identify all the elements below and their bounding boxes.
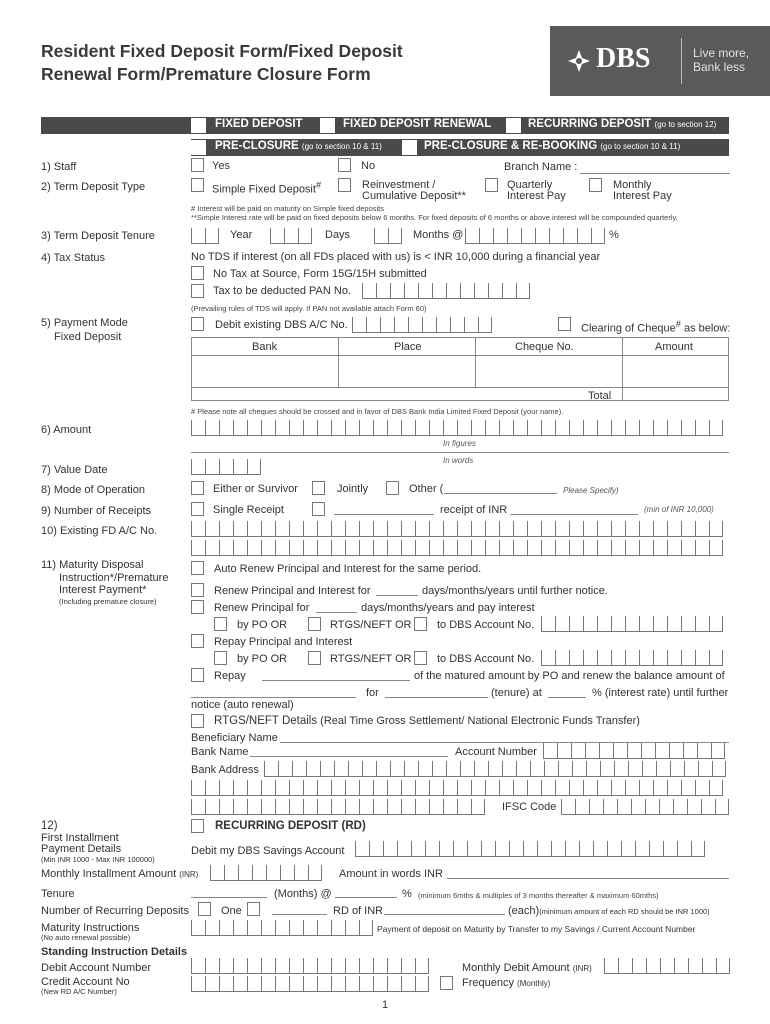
col-cheque-no: Cheque No. bbox=[515, 341, 574, 353]
maturity-text: Payment of deposit on Maturity by Transfer to my Savings / Current Account Number bbox=[377, 924, 696, 934]
months-at-label: (Months) @ bbox=[274, 888, 332, 900]
bank-address-row1[interactable] bbox=[264, 761, 726, 777]
either-survivor-label: Either or Survivor bbox=[213, 483, 298, 495]
repay-amount-field[interactable] bbox=[262, 680, 410, 681]
col-amount: Amount bbox=[655, 341, 693, 353]
year-input[interactable] bbox=[191, 228, 219, 244]
logo-separator bbox=[681, 38, 682, 84]
renew-pi-label: Renew Principal and Interest for bbox=[214, 585, 371, 597]
tax-status-label: 4) Tax Status bbox=[41, 252, 105, 264]
staff-no-checkbox[interactable] bbox=[338, 158, 351, 172]
dbs-logo-banner bbox=[550, 26, 770, 96]
single-receipt-label: Single Receipt bbox=[213, 504, 284, 516]
account-number-label: Account Number bbox=[455, 746, 537, 758]
either-survivor-checkbox[interactable] bbox=[191, 481, 204, 495]
renew-to-dbs-label: to DBS Account No. bbox=[437, 619, 535, 631]
account-number-input[interactable] bbox=[543, 743, 725, 759]
renew-principal-end-label: days/months/years and pay interest bbox=[361, 602, 535, 614]
monthly-debit-input[interactable] bbox=[604, 958, 730, 974]
staff-no-label: No bbox=[361, 160, 376, 172]
cheque-table-divider-2 bbox=[475, 337, 476, 387]
renew-principal-period-field[interactable] bbox=[316, 612, 357, 613]
standing-instruction-heading: Standing Instruction Details bbox=[41, 946, 188, 958]
in-words-caption: In words bbox=[443, 456, 474, 465]
form-title bbox=[41, 40, 403, 86]
pre-closure-checkbox[interactable] bbox=[191, 140, 206, 155]
receipt-count-field[interactable] bbox=[334, 514, 434, 515]
dbs-logo-text: DBS bbox=[596, 43, 651, 74]
amount-words-inr-field[interactable] bbox=[447, 878, 729, 879]
repay-end-label: of the matured amount by PO and renew the balance amount of bbox=[414, 670, 725, 682]
rd-checkbox[interactable] bbox=[191, 819, 204, 833]
renew-dbs-account-input[interactable] bbox=[541, 616, 723, 632]
debit-dbs-label: Debit existing DBS A/C No. bbox=[215, 319, 348, 331]
bank-address-row3[interactable] bbox=[191, 799, 485, 815]
rd-tenure-field[interactable] bbox=[191, 897, 267, 898]
renew-pi-checkbox[interactable] bbox=[191, 583, 204, 597]
jointly-label: Jointly bbox=[337, 483, 369, 495]
rtgs-details-checkbox[interactable] bbox=[191, 714, 204, 728]
clearing-cheque-checkbox[interactable] bbox=[558, 317, 571, 331]
fd-renewal-checkbox[interactable] bbox=[320, 118, 335, 133]
total-label: Total bbox=[588, 390, 612, 402]
bank-name-field[interactable] bbox=[250, 756, 448, 757]
multiple-rd-checkbox[interactable] bbox=[247, 902, 260, 916]
renew-rtgs-label: RTGS/NEFT OR bbox=[330, 619, 412, 631]
rd-rate-field[interactable] bbox=[335, 897, 397, 898]
renew-pi-period-field[interactable] bbox=[376, 595, 418, 596]
no-tax-checkbox[interactable] bbox=[191, 266, 204, 280]
each-label: (each)(minimum amount of each RD should be INR 1000) bbox=[508, 905, 710, 917]
tagline bbox=[693, 46, 749, 74]
single-receipt-checkbox[interactable] bbox=[191, 502, 204, 516]
form-title-line1: Resident Fixed Deposit Form/Fixed Deposit bbox=[41, 41, 403, 61]
credit-account-label: Credit Account No (New RD A/C Number) bbox=[41, 976, 130, 996]
tax-deducted-label: Tax to be deducted PAN No. bbox=[213, 285, 351, 297]
repay-label: Repay bbox=[214, 670, 246, 682]
repay-by-po-checkbox[interactable] bbox=[214, 651, 227, 665]
staff-label: 1) Staff bbox=[41, 161, 77, 173]
cheque-table-divider-3 bbox=[622, 337, 623, 401]
balance-amount-field[interactable] bbox=[191, 697, 356, 698]
quarterly-label: Quarterly Interest Pay bbox=[507, 179, 566, 202]
interest-rate-note: **Simple Interest rate will be paid on fixed deposits below 6 months. For fixed deposits of 6 months or above interest will be compounded quarterly. bbox=[191, 213, 678, 222]
multiple-receipt-checkbox[interactable] bbox=[312, 502, 325, 516]
existing-fd-input-row2[interactable] bbox=[191, 540, 723, 556]
pan-input[interactable] bbox=[362, 283, 530, 299]
ifsc-code-label: IFSC Code bbox=[502, 801, 557, 813]
renew-principal-label: Renew Principal for bbox=[214, 602, 310, 614]
cheque-table-header-rule bbox=[191, 355, 729, 356]
repay-by-po-label: by PO OR bbox=[237, 653, 288, 665]
existing-fd-label: 10) Existing FD A/C No. bbox=[41, 525, 158, 537]
value-date-input[interactable] bbox=[191, 459, 261, 475]
pre-closure-rebooking-checkbox[interactable] bbox=[402, 140, 417, 155]
jointly-checkbox[interactable] bbox=[312, 481, 325, 495]
maturity-disposal-label: 11) Maturity Disposal Instruction*/Premature Interest Payment* (Including premature closure) bbox=[41, 559, 169, 606]
monthly-checkbox[interactable] bbox=[589, 178, 602, 192]
repay-dbs-account-input[interactable] bbox=[541, 650, 723, 666]
existing-fd-input-row1[interactable] bbox=[191, 521, 723, 537]
monthly-installment-label: Monthly Installment Amount (INR) bbox=[41, 868, 199, 880]
staff-yes-label: Yes bbox=[212, 160, 230, 172]
bank-address-row2[interactable] bbox=[191, 780, 723, 796]
tenure-label: 3) Term Deposit Tenure bbox=[41, 230, 155, 242]
fixed-deposit-checkbox[interactable] bbox=[191, 118, 206, 133]
year-label: Year bbox=[230, 229, 253, 241]
fixed-deposit-label: FIXED DEPOSIT bbox=[215, 118, 303, 130]
bank-address-label: Bank Address bbox=[191, 764, 259, 776]
number-of-receipts-label: 9) Number of Receipts bbox=[41, 505, 152, 517]
debit-savings-label: Debit my DBS Savings Account bbox=[191, 845, 345, 857]
tax-deducted-checkbox[interactable] bbox=[191, 284, 204, 298]
staff-yes-checkbox[interactable] bbox=[191, 158, 204, 172]
maturity-account-input[interactable] bbox=[191, 920, 373, 936]
one-rd-checkbox[interactable] bbox=[198, 902, 211, 916]
fd-renewal-label: FIXED DEPOSIT RENEWAL bbox=[343, 118, 492, 130]
debit-account-number-input[interactable] bbox=[191, 958, 429, 974]
renew-by-po-label: by PO OR bbox=[237, 619, 288, 631]
rd-percent-label: % bbox=[402, 888, 412, 900]
other-label: Other ( bbox=[409, 483, 444, 495]
interest-rate-input[interactable] bbox=[465, 228, 605, 244]
form-title-line2: Renewal Form/Premature Closure Form bbox=[41, 64, 371, 84]
receipt-of-inr-label: receipt of INR bbox=[440, 504, 508, 516]
please-specify-caption: Please Specify) bbox=[563, 486, 619, 495]
for-label: for bbox=[366, 687, 379, 699]
tenure-field[interactable] bbox=[385, 697, 488, 698]
receipt-amount-field[interactable] bbox=[510, 514, 638, 515]
cheque-table-divider-1 bbox=[338, 337, 339, 387]
simple-fd-label: Simple Fixed Deposit# bbox=[212, 180, 322, 196]
cheque-note: # Please note all cheques should be crossed and in favor of DBS Bank India Limited Fixed Deposit (your name). bbox=[191, 407, 564, 416]
notice-label: notice (auto renewal) bbox=[191, 699, 294, 711]
amount-words-field[interactable] bbox=[191, 452, 729, 453]
beneficiary-name-label: Beneficiary Name bbox=[191, 732, 278, 744]
section-12-number: 12) bbox=[41, 820, 58, 832]
repay-rtgs-checkbox[interactable] bbox=[308, 651, 321, 665]
credit-account-input[interactable] bbox=[191, 976, 429, 992]
interest-rate-field[interactable] bbox=[548, 697, 586, 698]
num-recurring-label: Number of Recurring Deposits bbox=[41, 905, 189, 917]
simple-fd-checkbox[interactable] bbox=[191, 178, 204, 192]
repay-pi-checkbox[interactable] bbox=[191, 634, 204, 648]
renew-principal-checkbox[interactable] bbox=[191, 600, 204, 614]
reinvestment-label: Reinvestment / Cumulative Deposit** bbox=[362, 179, 466, 202]
amount-words-inr-label: Amount in words INR bbox=[339, 868, 443, 880]
payment-mode-label: 5) Payment Mode Fixed Deposit bbox=[41, 317, 128, 343]
rd-amount-field[interactable] bbox=[384, 914, 505, 915]
cheque-table-total-rule bbox=[191, 387, 729, 388]
amount-figures-input[interactable] bbox=[191, 420, 723, 436]
monthly-installment-input[interactable] bbox=[210, 865, 322, 881]
quarterly-checkbox[interactable] bbox=[485, 178, 498, 192]
branch-name-label: Branch Name : bbox=[504, 161, 578, 173]
clearing-cheque-label: Clearing of Cheque# as below: bbox=[581, 319, 731, 335]
repay-to-dbs-label: to DBS Account No. bbox=[437, 653, 535, 665]
rd-of-inr-label: RD of INR bbox=[333, 905, 384, 917]
repay-rtgs-label: RTGS/NEFT OR bbox=[330, 653, 412, 665]
no-tax-label: No Tax at Source, Form 15G/15H submitted bbox=[213, 268, 427, 280]
percent-label: % bbox=[609, 229, 619, 241]
simple-fd-note: # Interest will be paid on maturity on Simple fixed deposits bbox=[191, 204, 385, 213]
renew-by-po-checkbox[interactable] bbox=[214, 617, 227, 631]
amount-label: 6) Amount bbox=[41, 424, 92, 436]
monthly-label: Monthly Interest Pay bbox=[613, 179, 672, 202]
frequency-checkbox[interactable] bbox=[440, 976, 453, 990]
rtgs-details-label: RTGS/NEFT Details (Real Time Gross Settlement/ National Electronic Funds Transfer) bbox=[214, 715, 640, 727]
debit-dbs-checkbox[interactable] bbox=[191, 317, 204, 331]
pre-closure-label: PRE-CLOSURE (go to section 10 & 11) bbox=[215, 140, 382, 152]
dbs-star-icon bbox=[568, 50, 590, 72]
auto-renew-label: Auto Renew Principal and Interest for the same period. bbox=[214, 563, 482, 575]
pre-closure-rebooking-label: PRE-CLOSURE & RE-BOOKING (go to section 10 & 11) bbox=[424, 140, 681, 152]
debit-savings-input[interactable] bbox=[355, 841, 705, 857]
ifsc-code-input[interactable] bbox=[561, 799, 729, 815]
col-bank: Bank bbox=[252, 341, 278, 353]
tds-rules-note: (Prevailing rules of TDS will apply. If PAN not available attach Form 60) bbox=[191, 304, 427, 313]
repay-partial-checkbox[interactable] bbox=[191, 668, 204, 682]
recurring-deposit-label: RECURRING DEPOSIT (go to section 12) bbox=[528, 118, 717, 130]
col-place: Place bbox=[394, 341, 422, 353]
interest-end-label: % (interest rate) until further bbox=[592, 687, 729, 699]
tagline-line1: Live more, bbox=[693, 46, 750, 60]
auto-renew-checkbox[interactable] bbox=[191, 561, 204, 575]
other-specify-field[interactable] bbox=[444, 493, 557, 494]
bank-name-label: Bank Name bbox=[191, 746, 249, 758]
mode-of-operation-label: 8) Mode of Operation bbox=[41, 484, 145, 496]
value-date-label: 7) Value Date bbox=[41, 464, 108, 476]
maturity-instructions-label: Maturity Instructions (No auto renewal possible) bbox=[41, 922, 140, 942]
days-input[interactable] bbox=[270, 228, 312, 244]
branch-name-field[interactable] bbox=[580, 173, 730, 174]
months-input[interactable] bbox=[374, 228, 402, 244]
repay-pi-label: Repay Principal and Interest bbox=[214, 636, 353, 648]
reinvestment-checkbox[interactable] bbox=[338, 178, 351, 192]
rd-count-field[interactable] bbox=[272, 914, 327, 915]
renew-pi-end-label: days/months/years until further notice. bbox=[422, 585, 608, 597]
min-amount-caption: (min of INR 10,000) bbox=[644, 505, 714, 514]
debit-account-input[interactable] bbox=[352, 317, 492, 333]
tagline-line2: Bank less bbox=[693, 60, 746, 74]
monthly-debit-label: Monthly Debit Amount (INR) bbox=[462, 962, 592, 974]
renew-to-dbs-checkbox[interactable] bbox=[414, 617, 427, 631]
page-number: 1 bbox=[382, 999, 389, 1011]
months-label: Months @ bbox=[413, 229, 464, 241]
frequency-label: Frequency (Monthly) bbox=[462, 977, 551, 989]
renew-rtgs-checkbox[interactable] bbox=[308, 617, 321, 631]
rd-tenure-label: Tenure bbox=[41, 888, 75, 900]
other-checkbox[interactable] bbox=[386, 481, 399, 495]
tds-info: No TDS if interest (on all FDs placed with us) is < INR 10,000 during a financial year bbox=[191, 251, 601, 263]
debit-account-number-label: Debit Account Number bbox=[41, 962, 152, 974]
recurring-deposit-checkbox[interactable] bbox=[506, 118, 521, 133]
rd-tenure-note: (minimum 6mths & multiples of 3 months thereafter & maximum 60mths) bbox=[418, 891, 659, 900]
repay-to-dbs-checkbox[interactable] bbox=[414, 651, 427, 665]
tenure-at-label: (tenure) at bbox=[491, 687, 542, 699]
days-label: Days bbox=[325, 229, 351, 241]
term-deposit-type-label: 2) Term Deposit Type bbox=[41, 181, 146, 193]
rd-title: RECURRING DEPOSIT (RD) bbox=[215, 820, 366, 832]
in-figures-caption: In figures bbox=[443, 439, 476, 448]
first-installment-label: First Installment Payment Details (Min INR 1000 - Max INR 100000) bbox=[41, 832, 155, 864]
one-label: One bbox=[221, 905, 242, 917]
